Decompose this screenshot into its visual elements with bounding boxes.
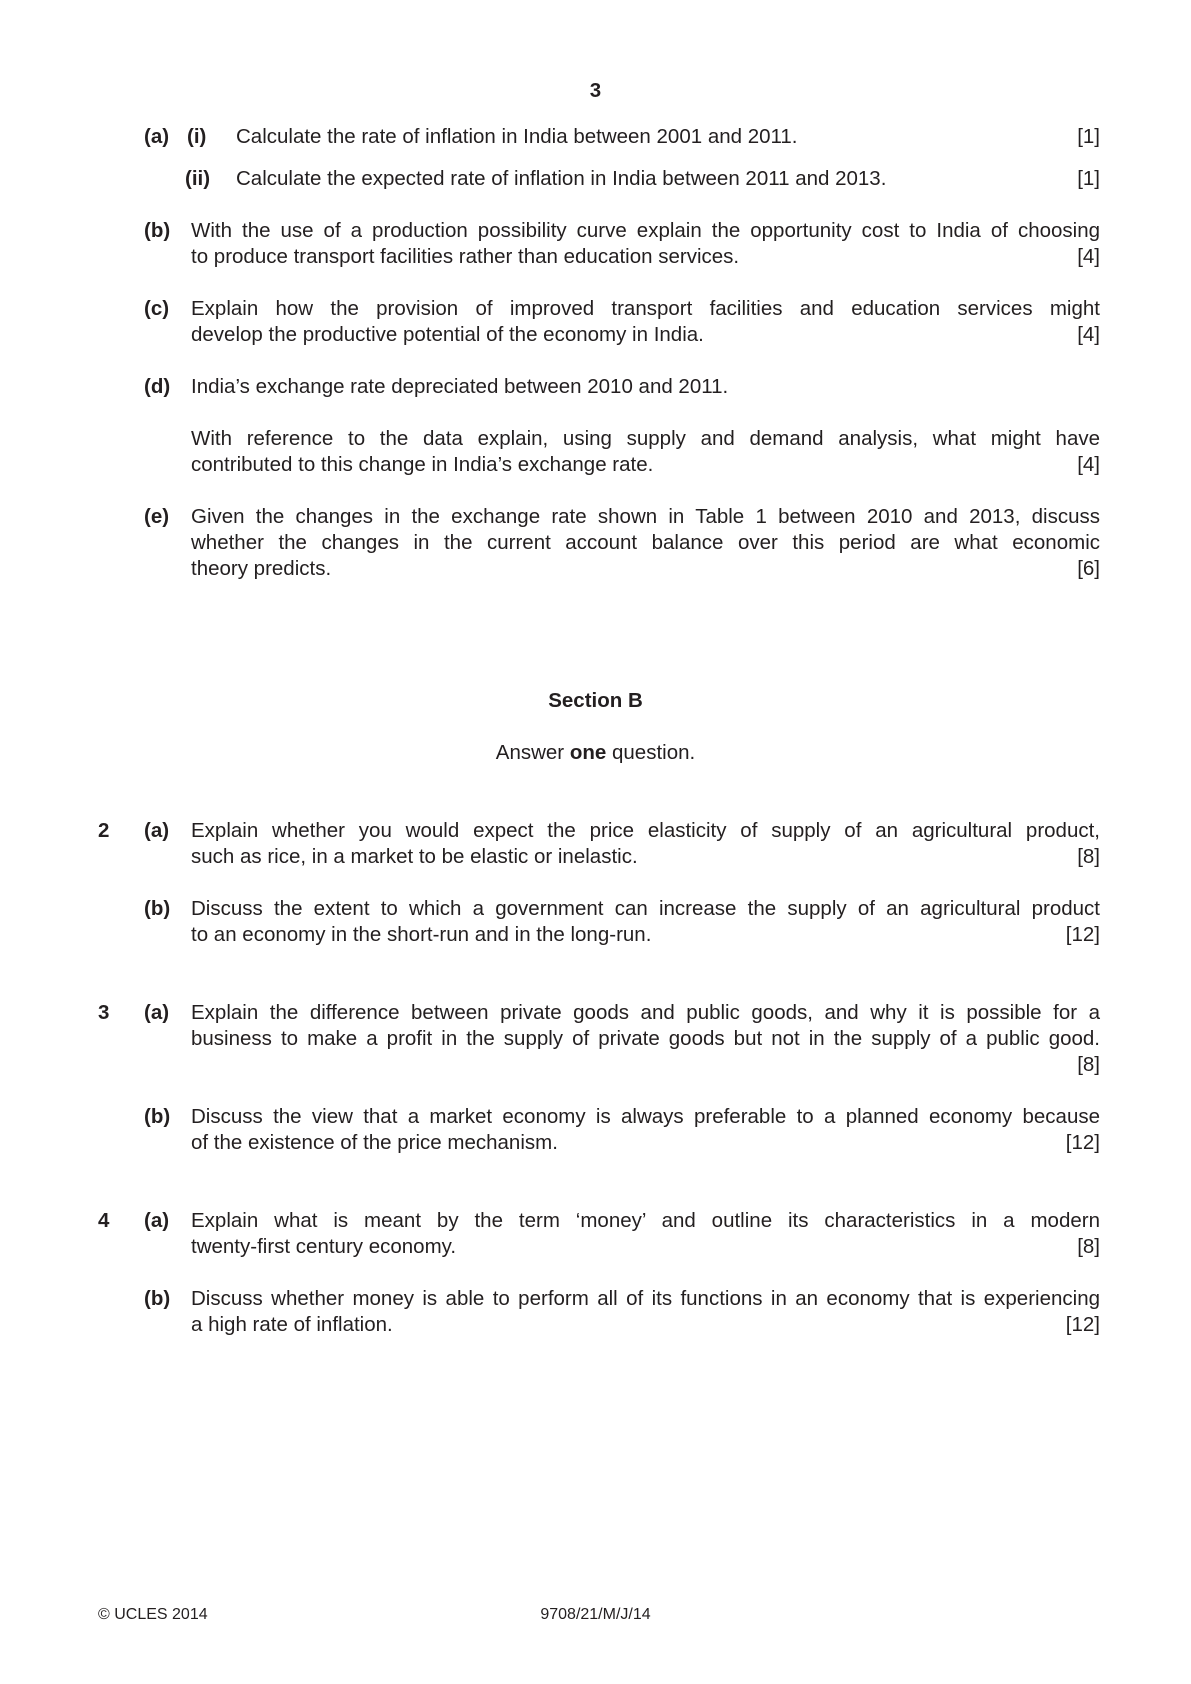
subpart-label: (i): [187, 125, 207, 148]
section-title: Section B: [548, 689, 643, 712]
question-text: Discuss whether money is able to perform all of its functions in an economy that is experiencing a high rate of inflation. [12]: [191, 1287, 1100, 1336]
part-label: (a): [144, 1001, 170, 1024]
question-number: 3: [98, 1001, 110, 1024]
copyright: © UCLES 2014: [98, 1606, 208, 1623]
mark-allocation: [1]: [1077, 125, 1100, 148]
question-text: Calculate the expected rate of inflation in India between 2011 and 2013. [1]: [236, 167, 1100, 190]
mark-allocation: [1]: [1077, 167, 1100, 190]
question-text: Given the changes in the exchange rate shown in Table 1 between 2010 and 2013, discuss whether the changes in the current account balance over this period are what economic theory predicts. [6]: [191, 505, 1100, 580]
part-label: (e): [144, 505, 170, 528]
question-text: India’s exchange rate depreciated between 2010 and 2011.: [191, 375, 729, 398]
question-number: 2: [98, 819, 110, 842]
question-text: Discuss the view that a market economy is always preferable to a planned economy because of the existence of the price mechanism. [12]: [191, 1105, 1100, 1154]
paper-code: 9708/21/M/J/14: [540, 1606, 651, 1623]
question-text: With the use of a production possibility curve explain the opportunity cost to India of choosing to produce transport facilities rather than education services. [4]: [191, 219, 1100, 268]
part-label: (b): [144, 1287, 171, 1310]
page-number: 3: [589, 79, 602, 102]
question-text: Explain the difference between private goods and public goods, and why it is possible for a business to make a profit in the supply of private goods but not in the supply of a public good. [8]: [191, 1001, 1100, 1076]
question-text: Calculate the rate of inflation in India between 2001 and 2011. [1]: [236, 125, 1100, 148]
question-text: Discuss the extent to which a government can increase the supply of an agricultural product to an economy in the short-run and in the long-run. [12]: [191, 897, 1100, 946]
part-label: (b): [144, 1105, 171, 1128]
mark-allocation: [4]: [1077, 245, 1100, 268]
question-text: With reference to the data explain, using supply and demand analysis, what might have contributed to this change in India’s exchange rate. [4]: [191, 427, 1100, 476]
part-label: (b): [144, 897, 171, 920]
mark-allocation: [8]: [1077, 1053, 1100, 1076]
part-label: (a): [144, 819, 170, 842]
subpart-label: (ii): [185, 167, 211, 190]
question-number: 4: [98, 1209, 110, 1232]
question-text: Explain how the provision of improved transport facilities and education services might develop the productive potential of the economy in India. [4]: [191, 297, 1100, 346]
mark-allocation: [12]: [1065, 1131, 1100, 1154]
part-label: (a): [144, 1209, 170, 1232]
mark-allocation: [4]: [1077, 453, 1100, 476]
mark-allocation: [12]: [1065, 923, 1100, 946]
question-text: Explain what is meant by the term ‘money’ and outline its characteristics in a modern twenty-first century economy. [8]: [191, 1209, 1100, 1258]
mark-allocation: [6]: [1077, 557, 1100, 580]
part-label: (d): [144, 375, 171, 398]
section-instruction: Answer one question.: [495, 741, 696, 764]
part-label: (a): [144, 125, 170, 148]
part-label: (b): [144, 219, 171, 242]
mark-allocation: [8]: [1077, 845, 1100, 868]
question-text: Explain whether you would expect the price elasticity of supply of an agricultural product, such as rice, in a market to be elastic or inelastic. [8]: [191, 819, 1100, 868]
mark-allocation: [4]: [1077, 323, 1100, 346]
mark-allocation: [12]: [1065, 1313, 1100, 1336]
mark-allocation: [8]: [1077, 1235, 1100, 1258]
part-label: (c): [144, 297, 170, 320]
